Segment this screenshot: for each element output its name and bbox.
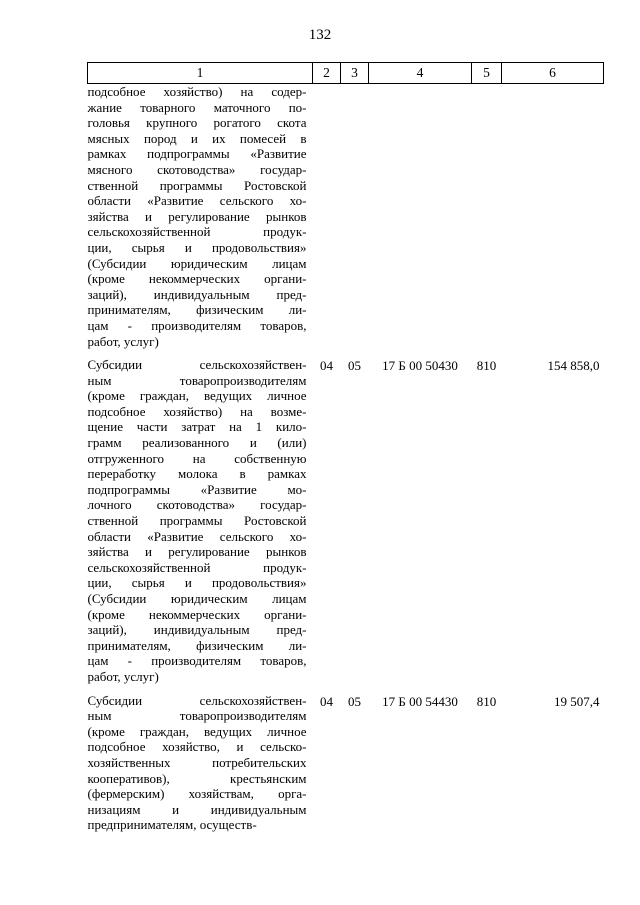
amount <box>502 84 604 350</box>
description-line: мясных пород и их помесей в <box>87 130 307 146</box>
description-line: (фермерским) хозяйствам, орга- <box>87 786 307 802</box>
amount: 154 858,0 <box>547 358 600 374</box>
description-line: рамках подпрограммы «Развитие <box>87 146 307 162</box>
description-line: заций), индивидуальным пред- <box>87 286 307 302</box>
description-line: отгруженного на собственную <box>87 450 307 466</box>
header-row <box>88 63 604 84</box>
subsection-code <box>341 84 369 350</box>
description-line: головья крупного рогатого скота <box>87 115 307 131</box>
header-col-4: 4 <box>369 63 472 84</box>
target-article-code: 17 Б 00 54430 <box>382 693 458 709</box>
description-line: принимателям, физическим ли- <box>87 302 307 318</box>
row-description <box>88 84 313 350</box>
description-line: сельскохозяйственной продук- <box>87 224 307 240</box>
description-line: подпрограммы «Развитие мо- <box>87 481 307 497</box>
description-line: (кроме некоммерческих органи- <box>87 606 307 622</box>
description-line: лочного скотоводства» государ- <box>87 497 307 513</box>
description-line: переработку молока в рамках <box>87 466 307 482</box>
description-line: ственной программы Ростовской <box>87 513 307 529</box>
description-line: сельскохозяйственной продук- <box>87 559 307 575</box>
description-line: области «Развитие сельского хо- <box>87 528 307 544</box>
row-description <box>88 349 313 684</box>
table-row <box>88 349 604 684</box>
table-row <box>88 685 604 833</box>
row-description <box>88 685 313 833</box>
description-line: цам - производителям товаров, <box>87 317 307 333</box>
description-line: кооперативов), крестьянским <box>87 770 307 786</box>
description-line: ции, сырья и продовольствия» <box>87 239 307 255</box>
table-row <box>88 84 604 350</box>
description-line: жание товарного маточного по- <box>87 99 307 115</box>
expense-type-code: 810 <box>476 693 497 709</box>
description-line: (кроме граждан, ведущих личное <box>87 388 307 404</box>
description-line: работ, услуг) <box>87 333 159 349</box>
description-line: хозяйственных потребительских <box>87 754 307 770</box>
description-line: (кроме некоммерческих органи- <box>87 271 307 287</box>
header-col-1: 1 <box>88 63 313 84</box>
description-line: ным товаропроизводителям <box>87 372 307 388</box>
description-line: низациям и индивидуальным <box>87 801 307 817</box>
target-article-code: 17 Б 00 50430 <box>382 358 458 374</box>
section-code: 04 <box>320 358 333 374</box>
description-line: (Субсидии юридическим лицам <box>87 591 307 606</box>
description-line: Субсидии сельскохозяйствен- <box>87 692 307 708</box>
description-line: грамм реализованного и (или) <box>87 435 307 451</box>
subsection-code: 05 <box>348 358 361 374</box>
description-line: принимателям, физическим ли- <box>87 637 307 653</box>
description-line: цам - производителям товаров, <box>87 653 307 669</box>
section-code <box>313 84 341 350</box>
description-line: зяйства и регулирование рынков <box>87 544 307 560</box>
budget-table <box>87 62 604 833</box>
description-line: зяйства и регулирование рынков <box>87 208 307 224</box>
expense-type-code: 810 <box>476 358 497 374</box>
target-article-code <box>369 84 472 350</box>
description-line: щение части затрат на 1 кило- <box>87 419 307 435</box>
table-body <box>88 84 604 833</box>
header-col-3: 3 <box>341 63 369 84</box>
amount: 19 507,4 <box>554 693 600 709</box>
expense-type-code <box>472 84 502 350</box>
header-col-2: 2 <box>313 63 341 84</box>
header-col-5: 5 <box>472 63 502 84</box>
description-line: мясного скотоводства» государ- <box>87 161 307 177</box>
description-line: области «Развитие сельского хо- <box>87 193 307 209</box>
description-line: подсобное хозяйство) на возме- <box>87 403 307 419</box>
description-line: ственной программы Ростовской <box>87 177 307 193</box>
description-line: подсобное хозяйство, и сельско- <box>87 739 307 755</box>
description-line: Субсидии сельскохозяйствен- <box>87 357 307 373</box>
description-line: подсобное хозяйство) на содер- <box>87 84 307 99</box>
description-line: (кроме граждан, ведущих личное <box>87 723 307 739</box>
header-col-6: 6 <box>502 63 604 84</box>
description-line: (Субсидии юридическим лицам <box>87 255 307 271</box>
description-line: работ, услуг) <box>87 668 159 684</box>
page-number: 132 <box>308 27 332 43</box>
description-line: ным товаропроизводителям <box>87 708 307 724</box>
section-code: 04 <box>320 693 333 709</box>
description-line: предпринимателям, осуществ- <box>87 817 257 833</box>
description-line: заций), индивидуальным пред- <box>87 622 307 638</box>
subsection-code: 05 <box>348 693 361 709</box>
description-line: ции, сырья и продовольствия» <box>87 575 307 591</box>
